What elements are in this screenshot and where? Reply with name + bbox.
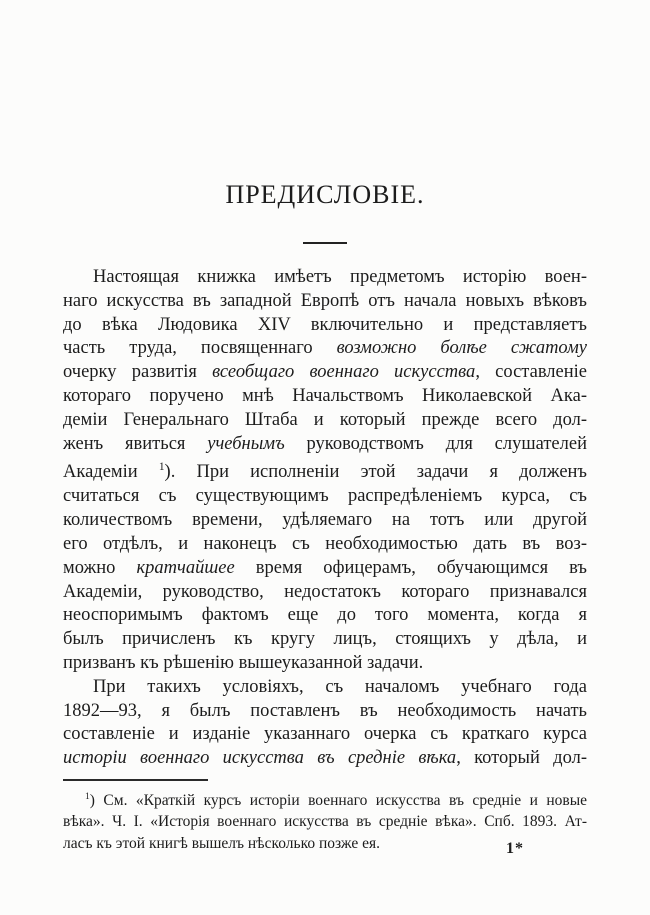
text-line — [63, 786, 587, 811]
text-run: можно — [63, 557, 137, 578]
text-line — [63, 485, 587, 509]
text-line — [63, 652, 587, 676]
text-run: неоспоримымъ фактомъ еще до того момента, когда я — [63, 605, 587, 626]
text-run: женъ явиться — [63, 433, 208, 454]
text-line — [63, 628, 587, 652]
text-run: , составленіе — [475, 362, 587, 383]
text-run: составленіе и изданіе указаннаго очерка съ краткаго курса — [63, 724, 587, 745]
italic-text-run: кратчайшее — [136, 557, 235, 578]
text-line — [63, 361, 587, 385]
footnote-ref: 1 — [158, 461, 165, 474]
text-line — [63, 676, 587, 700]
text-run: Академіи — [63, 462, 159, 483]
signature-mark: 1* — [506, 840, 524, 857]
italic-text-run: всеобщаго военнаго искусства — [212, 362, 476, 383]
text-run: до вѣка Людовика XIV включительно и представляетъ — [63, 314, 587, 335]
text-run: призванъ къ рѣшенію вышеуказанной задачи. — [63, 652, 424, 673]
text-run: вѣка». Ч. I. «Исторія военнаго искусства въ средніе вѣка». Спб. 1893. Ат- — [63, 813, 587, 831]
text-line — [63, 456, 587, 485]
text-line — [63, 385, 587, 409]
text-line — [63, 533, 587, 557]
text-line — [63, 314, 587, 338]
footnote-ref: 1 — [85, 791, 90, 802]
page-title: ПРЕДИСЛОВІЕ. — [225, 180, 425, 209]
text-run: При такихъ условіяхъ, съ началомъ учебнаго года — [93, 676, 587, 697]
text-line — [63, 557, 587, 581]
text-run: , который дол- — [456, 748, 587, 769]
text-run: считаться съ существующимъ распредѣленіемъ курса, съ — [63, 486, 587, 507]
footnote-separator-rule — [63, 779, 208, 781]
italic-text-run: учебнымъ — [207, 433, 285, 454]
text-line — [63, 433, 587, 457]
body-text — [63, 266, 587, 771]
text-line — [63, 509, 587, 533]
text-run: ) См. «Краткій курсъ исторіи военнаго искусства въ средніе и новые — [89, 792, 587, 810]
text-run: деміи Генеральнаго Штаба и который прежде всего дол- — [63, 409, 587, 430]
text-run: ласъ къ этой книгѣ вышелъ нѣсколько позже ея. — [63, 834, 380, 852]
text-run: котораго поручено мнѣ Начальствомъ Николаевской Ака- — [63, 385, 587, 406]
text-run: Настоящая книжка имѣетъ предметомъ исторію воен- — [93, 267, 587, 287]
text-line — [63, 747, 587, 771]
text-run: часть труда, посвященнаго — [63, 338, 337, 359]
text-line — [63, 723, 587, 747]
text-run: ). При исполненіи этой задачи я долженъ — [164, 462, 587, 483]
text-run: 1892—93, я былъ поставленъ въ необходимость начать — [63, 700, 587, 721]
text-line — [63, 581, 587, 605]
text-run: наго искусства въ западной Европѣ отъ начала новыхъ вѣковъ — [63, 290, 587, 311]
text-run: былъ причисленъ къ кругу лицъ, стоящихъ у дѣла, и — [63, 629, 587, 650]
italic-text-run: исторіи военнаго искусства въ средніе вѣка — [63, 748, 457, 769]
text-line — [63, 337, 587, 361]
italic-text-run: возможно болѣе сжатому — [336, 338, 587, 359]
text-run: время офицерамъ, обучающимся въ — [234, 557, 587, 578]
text-run: Академіи, руководство, недостатокъ котораго признавался — [63, 581, 587, 602]
title-divider-rule — [303, 242, 347, 244]
text-line — [63, 266, 587, 290]
text-line — [63, 604, 587, 628]
text-line — [63, 811, 587, 832]
text-line — [63, 700, 587, 724]
text-run: очерку развитія — [63, 362, 213, 383]
text-run: руководствомъ для слушателей — [284, 433, 587, 454]
text-run: количествомъ времени, удѣляемаго на тотъ или другой — [63, 510, 587, 531]
text-line — [63, 409, 587, 433]
text-line — [63, 290, 587, 314]
text-run: его отдѣлъ, и наконецъ съ необходимостью дать въ воз- — [63, 533, 587, 554]
